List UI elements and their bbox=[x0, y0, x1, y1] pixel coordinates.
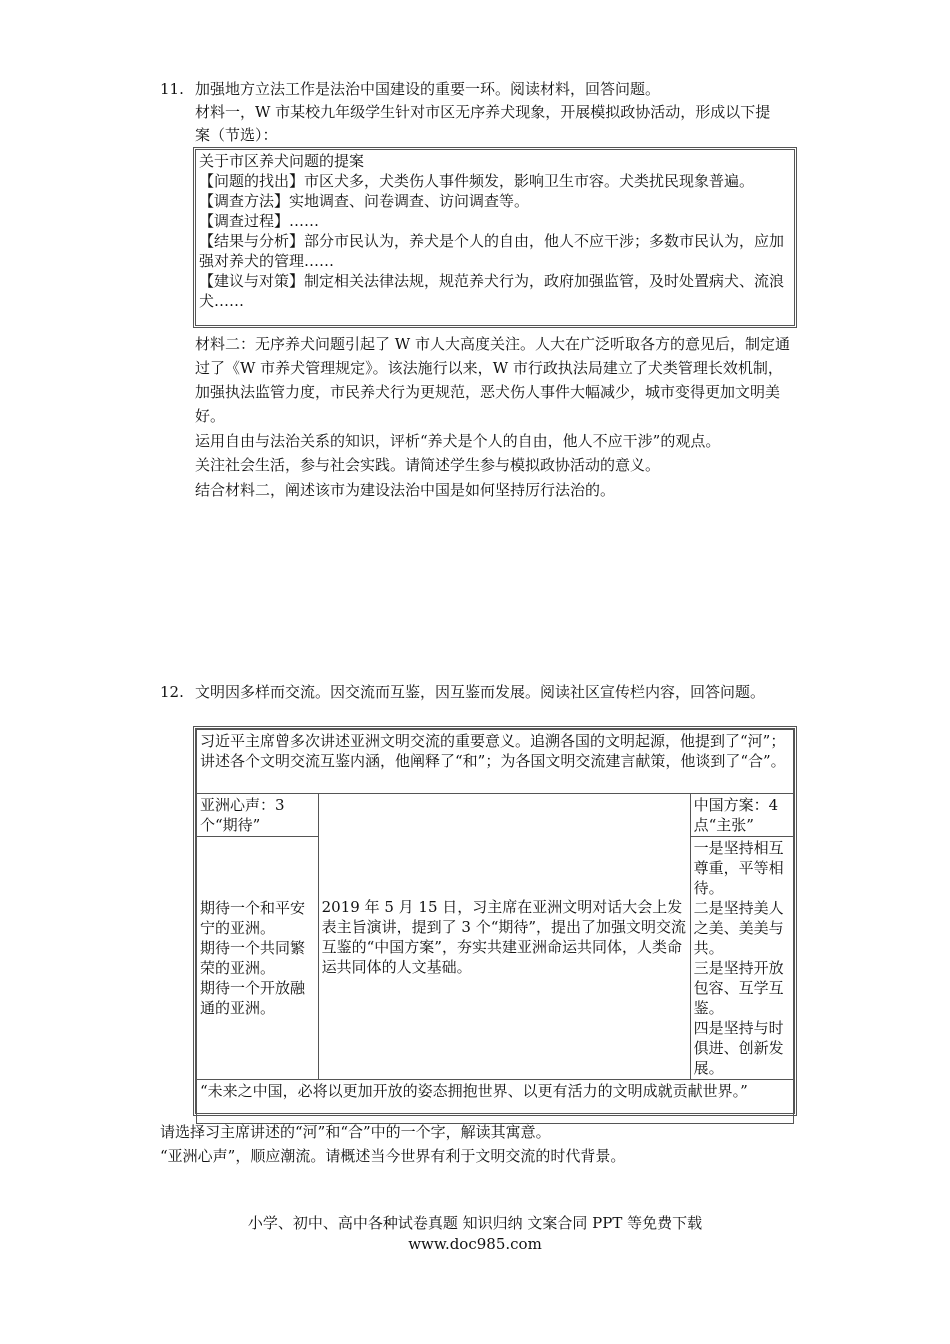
list-item: 一是坚持相互尊重，平等相待。 bbox=[693, 839, 784, 897]
question-number: 11. bbox=[160, 80, 184, 98]
left-header: 亚洲心声：3个“期待” bbox=[197, 794, 319, 837]
question-11-sub-1: 运用自由与法治关系的知识，评析“养犬是个人的自由，他人不应干涉”的观点。 bbox=[195, 432, 721, 450]
right-header: 中国方案：4点“主张” bbox=[690, 794, 793, 837]
question-12-sub-2: “亚洲心声”，顺应潮流。请概述当今世界有利于文明交流的时代背景。 bbox=[160, 1147, 626, 1165]
list-item: 三是坚持开放包容、互学互鉴。 bbox=[693, 959, 784, 1017]
bulletin-table bbox=[193, 726, 797, 1116]
question-title: 加强地方立法工作是法治中国建设的重要一环。阅读材料，回答问题。 bbox=[195, 80, 661, 98]
question-number: 12. bbox=[160, 683, 184, 701]
proposal-line: 【问题的找出】市区犬多，犬类伤人事件频发，影响卫生市容。犬类扰民现象普遍。 bbox=[199, 172, 755, 190]
proposal-title: 关于市区养犬问题的提案 bbox=[199, 152, 365, 170]
list-item: 四是坚持与时俱进、创新发展。 bbox=[693, 1019, 784, 1077]
footer-line-1: 小学、初中、高中各种试卷真题 知识归纳 文案合同 PPT 等免费下载 bbox=[247, 1214, 703, 1232]
question-title: 文明因多样而交流。因交流而互鉴，因互鉴而发展。阅读社区宣传栏内容，回答问题。 bbox=[195, 683, 766, 701]
proposal-line: 【调查过程】…… bbox=[199, 212, 320, 230]
list-item: 期待一个和平安宁的亚洲。 bbox=[200, 899, 306, 937]
list-item: 二是坚持美人之美、美美与共。 bbox=[693, 899, 784, 957]
right-items bbox=[690, 837, 793, 1080]
question-11-sub-2: 关注社会生活，参与社会实践。请简述学生参与模拟政协活动的意义。 bbox=[195, 456, 661, 474]
footer-url: www.doc985.com bbox=[408, 1235, 542, 1253]
material-1-intro: 材料一，W 市某校九年级学生针对市区无序养犬现象，开展模拟政协活动，形成以下提案（节选）： bbox=[195, 103, 771, 144]
question-12-sub-1: 请选择习主席讲述的“河”和“合”中的一个字，解读其寓意。 bbox=[160, 1123, 551, 1141]
list-item: 期待一个开放融通的亚洲。 bbox=[200, 979, 306, 1017]
left-items bbox=[197, 837, 319, 1080]
material-2: 材料二：无序养犬问题引起了 W 市人大高度关注。人大在广泛听取各方的意见后，制定通过了《W 市养犬管理规定》。该法施行以来，W 市行政执法局建立了犬类管理长效机制，加强执法监管力度，市民养犬行为更规范，恶犬伤人事件大幅减少，城市变得更加文明美好。 bbox=[195, 335, 790, 425]
proposal-line: 【调查方法】实地调查、问卷调查、访问调查等。 bbox=[199, 192, 530, 210]
list-item: 期待一个共同繁荣的亚洲。 bbox=[200, 939, 306, 977]
proposal-line: 【结果与分析】部分市民认为，养犬是个人的自由，他人不应干涉；多数市民认为，应加强对养犬的管理…… bbox=[199, 232, 785, 270]
middle-text: 2019 年 5 月 15 日，习主席在亚洲文明对话大会上发表主旨演讲，提到了 3 个“期待”，提出了加强文明交流互鉴的“中国方案”，夯实共建亚洲命运共同体，人类命运共同体的人文基础。 bbox=[318, 794, 690, 1080]
table-intro: 习近平主席曾多次讲述亚洲文明交流的重要意义。追溯各国的文明起源，他提到了“河”；讲述各个文明交流互鉴内涵，他阐释了“和”；为各国文明交流建言献策，他谈到了“合”。 bbox=[197, 730, 794, 794]
proposal-line: 【建议与对策】制定相关法律法规，规范养犬行为，政府加强监管，及时处置病犬、流浪犬…… bbox=[199, 272, 785, 310]
proposal-box bbox=[193, 147, 797, 328]
question-11-sub-3: 结合材料二，阐述该市为建设法治中国是如何坚持厉行法治的。 bbox=[195, 481, 616, 499]
table-quote: “未来之中国，必将以更加开放的姿态拥抱世界、以更有活力的文明成就贡献世界。” bbox=[197, 1080, 794, 1124]
